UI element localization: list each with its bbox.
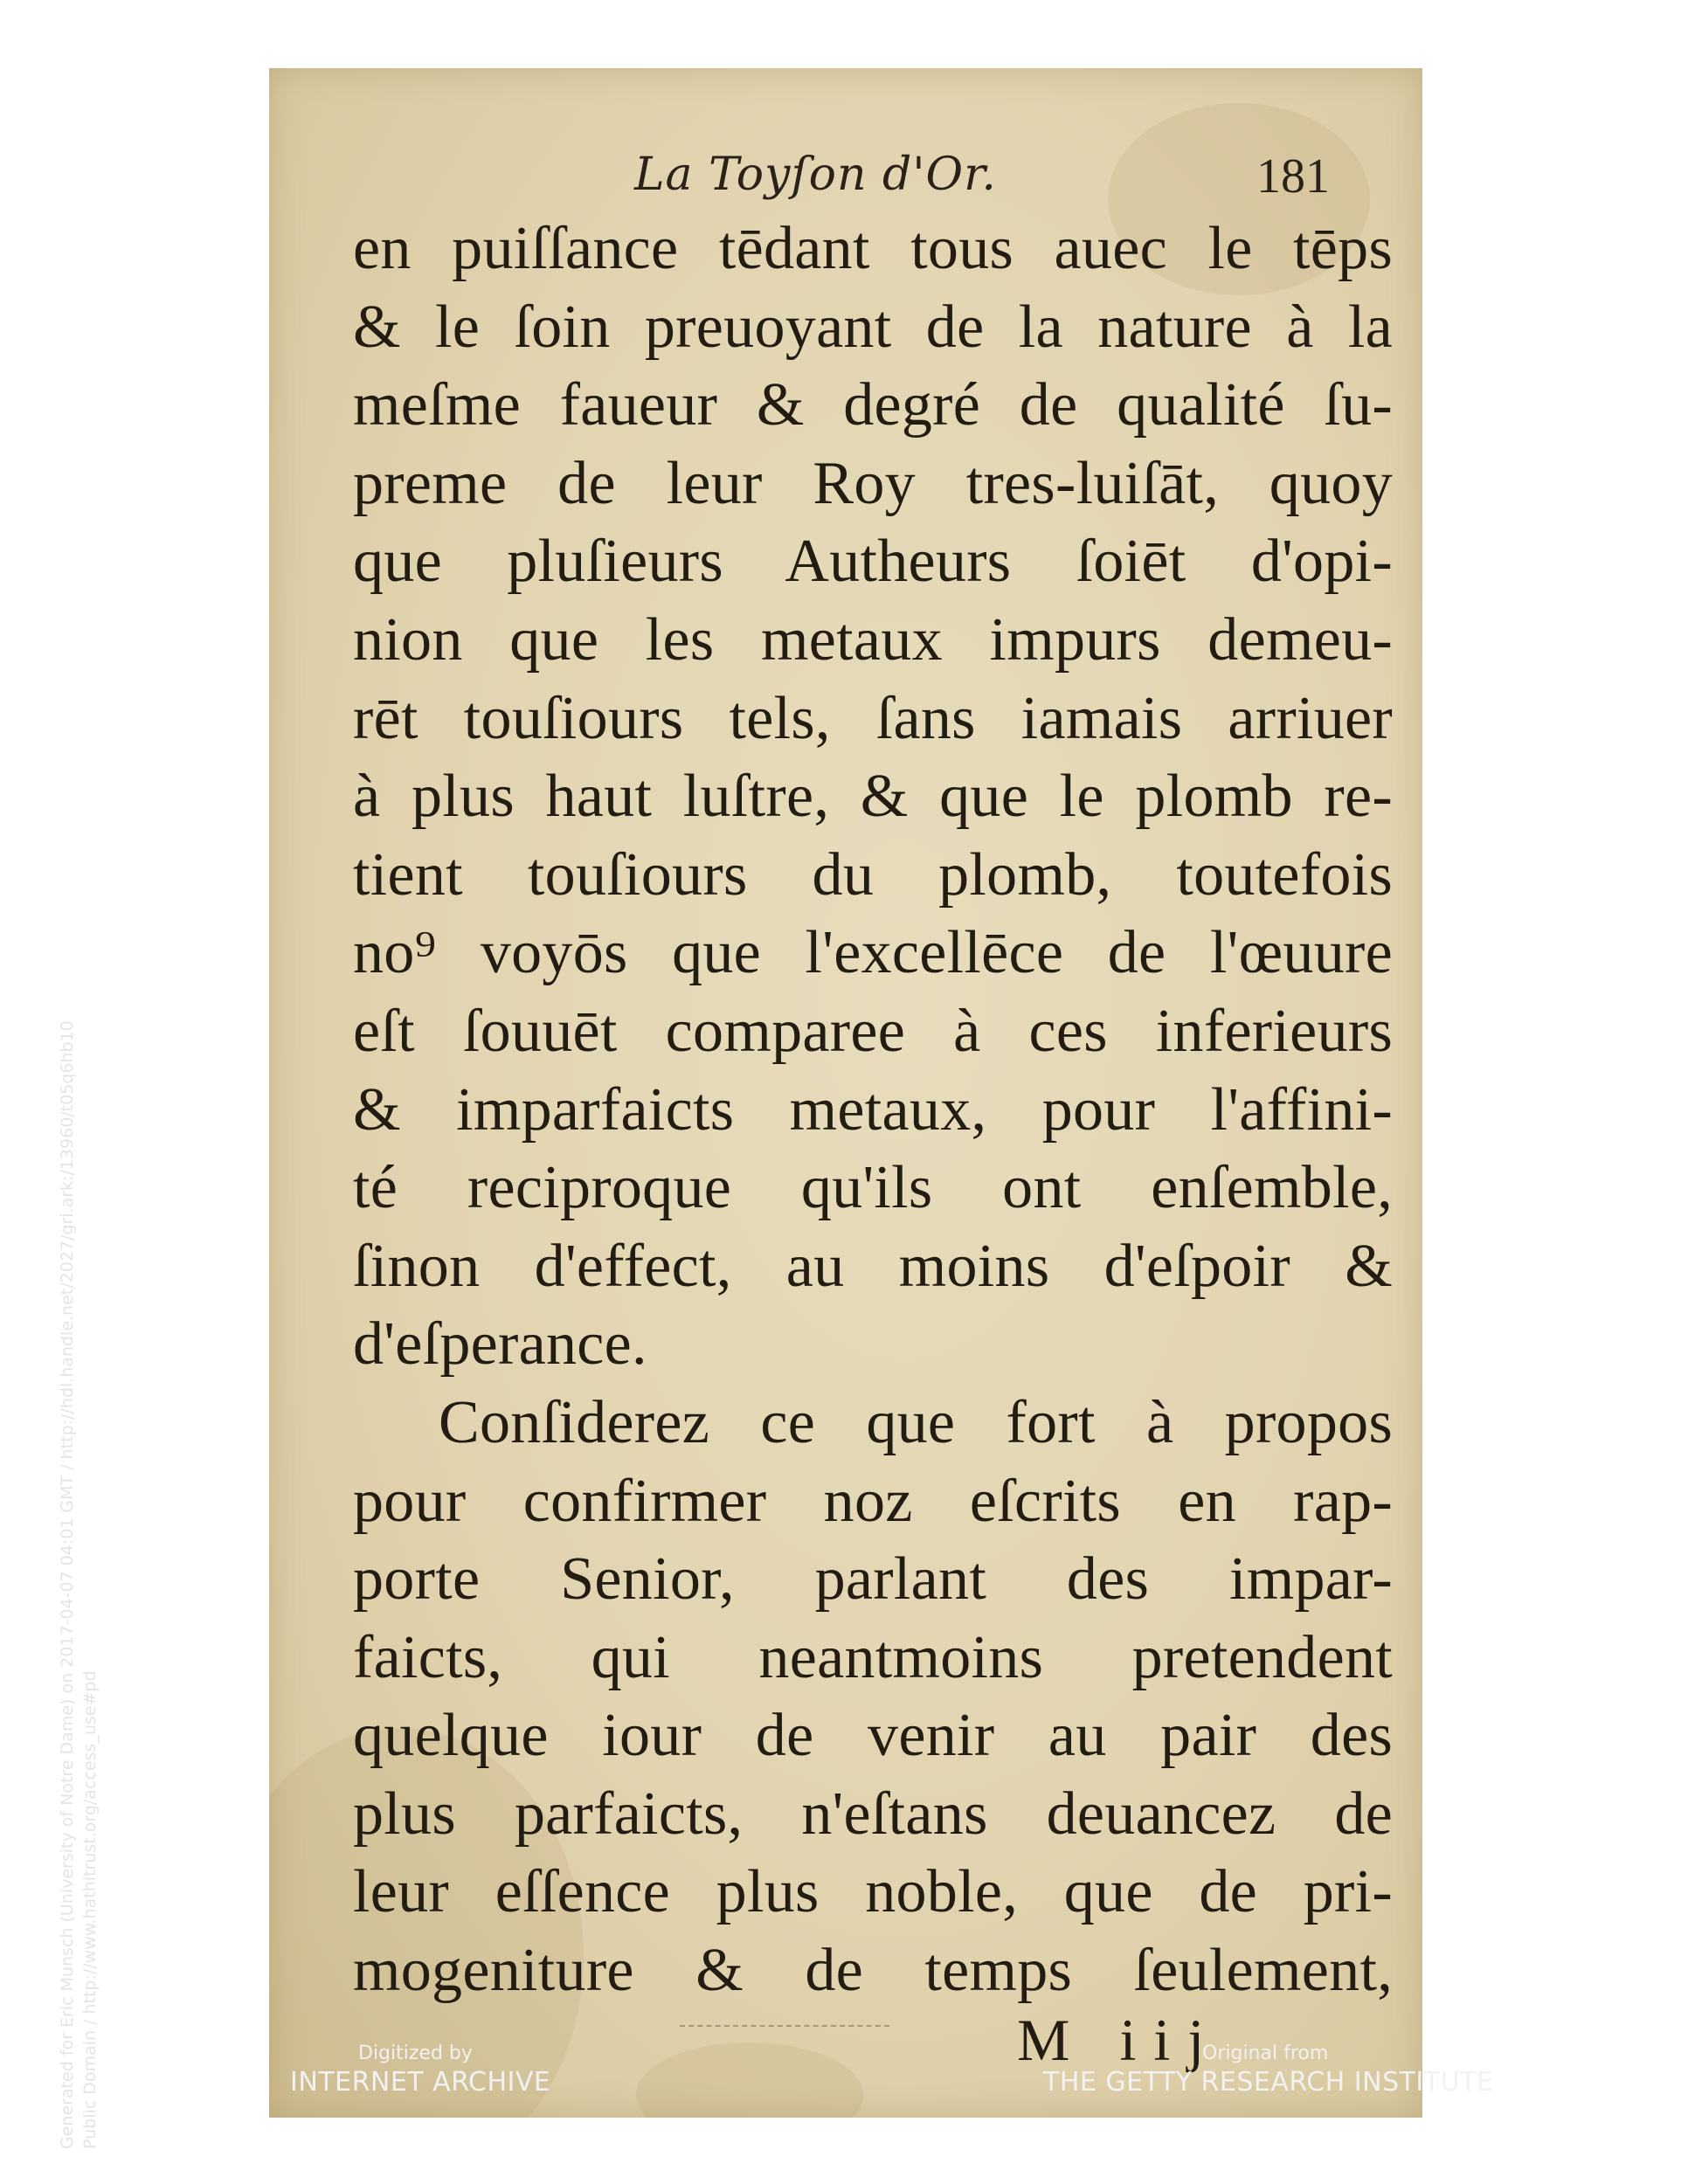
digitized-by-credit <box>290 2041 550 2098</box>
original-from-credit <box>1043 2041 1493 2098</box>
original-from-label: Original from <box>1202 2042 1329 2064</box>
text-line: meſme faueur & degré de qualité ſu- <box>353 371 1393 439</box>
text-line: & imparfaicts metaux, pour l'affini- <box>353 1075 1393 1144</box>
text-line: à plus haut luſtre, & que le plomb re- <box>353 763 1393 831</box>
book-page-scan <box>269 68 1422 2118</box>
text-line: faicts, qui neantmoins pretendent <box>353 1623 1393 1691</box>
text-line: que pluſieurs Autheurs ſoiēt d'opi- <box>353 528 1393 596</box>
watermark-line: Generated for Eric Munsch (University of Notre Dame) on 2017-04-07 04:01 GMT / http://hdl.handle.net/2027/gri.ark:/13960/t05q6hb10 <box>58 1020 77 2149</box>
text-line: quelque iour de venir au pair des <box>353 1702 1393 1770</box>
text-line: té reciproque qu'ils ont enſemble, <box>353 1154 1393 1222</box>
page-number: 181 <box>1256 149 1330 204</box>
text-line: Conſiderez ce que fort à propos <box>439 1388 1393 1456</box>
page-stain <box>636 2042 863 2118</box>
text-line: no⁹ voyōs que l'excellēce de l'œuure <box>353 919 1393 987</box>
text-line: tient touſiours du plomb, toutefois <box>353 840 1393 909</box>
text-line: d'eſperance. <box>353 1310 647 1379</box>
text-line: rēt touſiours tels, ſans iamais arriuer <box>353 684 1393 752</box>
text-line: plus parfaicts, n'eſtans deuancez de <box>353 1780 1393 1848</box>
page-header <box>269 149 1422 218</box>
text-line: mogeniture & de temps ſeulement, <box>353 1937 1393 2005</box>
text-line: & le ſoin preuoyant de la nature à la <box>353 293 1393 361</box>
signature-mark: M iij <box>1017 2007 1222 2073</box>
digitized-by-name: INTERNET ARCHIVE <box>290 2067 551 2098</box>
text-line: porte Senior, parlant des impar- <box>353 1545 1393 1614</box>
printer-rule <box>680 2025 889 2027</box>
text-line: leur eſſence plus noble, que de pri- <box>353 1858 1393 1926</box>
text-line: preme de leur Roy tres-luiſāt, quoy <box>353 449 1393 517</box>
text-line: ſinon d'effect, au moins d'eſpoir & <box>353 1232 1393 1300</box>
digitized-by-label: Digitized by <box>358 2042 473 2064</box>
original-from-name: THE GETTY RESEARCH INSTITUTE <box>1043 2067 1494 2098</box>
hathitrust-watermark <box>56 1020 101 2149</box>
text-line: nion que les metaux impurs demeu- <box>353 605 1393 674</box>
running-title: La Toyſon d'Or. <box>634 149 997 201</box>
text-line: eſt ſouuēt comparee à ces inferieurs <box>353 997 1393 1065</box>
text-line: en puiſſance tēdant tous auec le tēps <box>353 215 1393 282</box>
body-text <box>353 210 1393 2010</box>
text-line: pour confirmer noz eſcrits en rap- <box>353 1467 1393 1535</box>
watermark-line: Public Domain / http://www.hathitrust.org/access_use#pd <box>80 1670 100 2149</box>
